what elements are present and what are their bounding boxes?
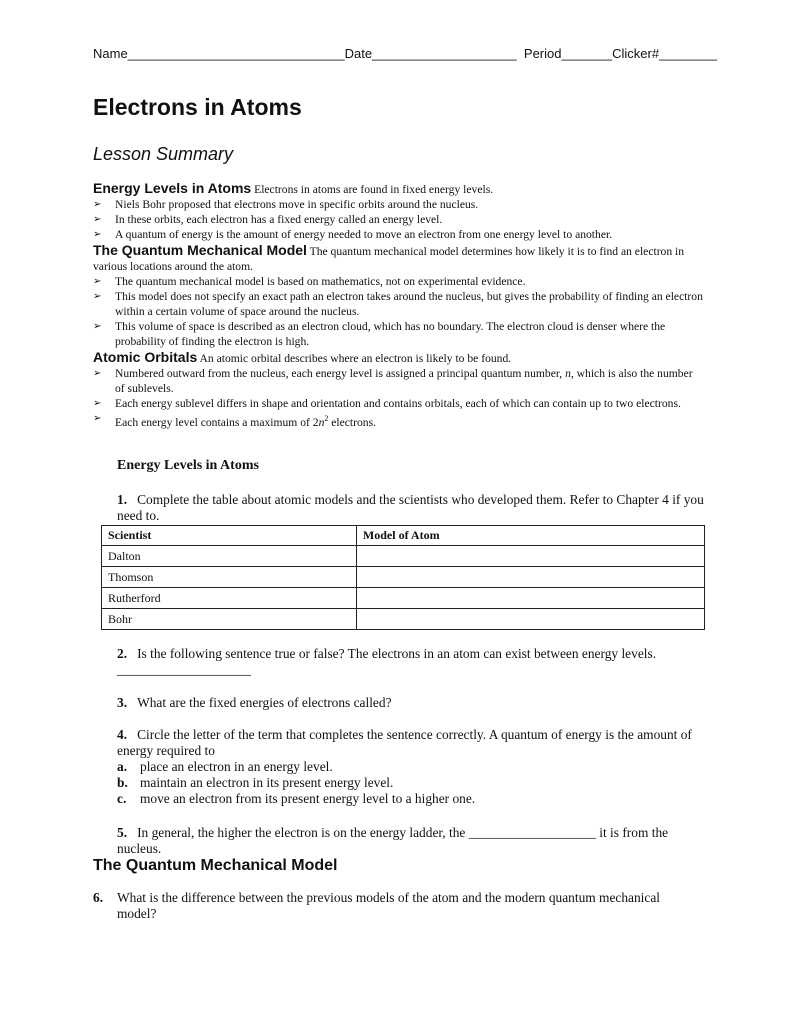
question-number: 3.: [117, 695, 128, 710]
bullet-text: Each energy sublevel differs in shape and orientation and contains orbitals, each of which can contain up to two electrons.: [115, 397, 681, 410]
question-number: 1.: [117, 492, 128, 507]
energy-levels-intro-text: Electrons in atoms are found in fixed energy levels.: [254, 183, 494, 196]
summary-quantum-model: [93, 243, 703, 349]
bullet-item: [93, 289, 703, 319]
bullet-text: This volume of space is described as an electron cloud, which has no boundary. The electron cloud is denser where the probability of finding the electron is high.: [115, 320, 666, 348]
question-1: [117, 492, 707, 524]
option-text: maintain an electron in its present energy level.: [140, 775, 394, 790]
question-text: Circle the letter of the term that completes the sentence correctly. A quantum of energy is the amount of energy required to: [117, 727, 692, 758]
document-title: Electrons in Atoms: [93, 94, 302, 120]
scientist-cell: Rutherford: [102, 588, 357, 609]
bullet-text: A quantum of energy is the amount of energy needed to move an electron from one energy level to another.: [115, 228, 613, 241]
arrow-bullet-icon: ➢: [93, 199, 102, 210]
option-text: place an electron in an energy level.: [140, 759, 333, 774]
quantum-model-intro-text: The quantum mechanical model determines how likely it is to find an electron in various locations around the atom.: [93, 245, 685, 273]
arrow-bullet-icon: ➢: [93, 321, 102, 332]
lesson-summary-heading: Lesson Summary: [93, 144, 234, 164]
atomic-orbitals-heading: Atomic Orbitals: [93, 349, 198, 365]
column-header-scientist: Scientist: [102, 526, 357, 546]
bullet-text: Niels Bohr proposed that electrons move in specific orbits around the nucleus.: [115, 198, 479, 211]
question-text: What is the difference between the previous models of the atom and the modern quantum mechanical model?: [117, 890, 661, 921]
question-text: Is the following sentence true or false? The electrons in an atom can exist between energy levels.: [137, 646, 657, 661]
question-6: [93, 890, 698, 922]
quantum-model-heading: The Quantum Mechanical Model: [93, 242, 307, 258]
atomic-models-table: [101, 525, 705, 630]
arrow-bullet-icon: ➢: [93, 276, 102, 287]
table-row: [102, 588, 705, 609]
period-blank[interactable]: _______: [561, 46, 613, 61]
scientist-cell: Thomson: [102, 567, 357, 588]
model-answer-cell[interactable]: [356, 546, 704, 567]
option-letter: a.: [117, 759, 128, 774]
bullet-item: [93, 411, 703, 430]
option-c[interactable]: [117, 791, 697, 807]
summary-energy-levels: [93, 181, 703, 242]
question-text: What are the fixed energies of electrons called?: [137, 695, 392, 710]
bullet-text: , which is also the number of sublevels.: [115, 367, 693, 395]
table-header-row: [102, 526, 705, 546]
table-row: [102, 567, 705, 588]
question-text: In general, the higher the electron is on the energy ladder, the ___________________ it is from the nucleus.: [117, 825, 669, 856]
option-letter: c.: [117, 791, 127, 806]
name-blank[interactable]: ______________________________: [127, 46, 345, 61]
atomic-orbitals-intro: [93, 350, 703, 366]
bullet-item: [93, 227, 703, 242]
question-2: [117, 646, 707, 678]
option-text: move an electron from its present energy level to a higher one.: [140, 791, 476, 806]
question-number: 2.: [117, 646, 128, 661]
energy-levels-heading: Energy Levels in Atoms: [93, 180, 252, 196]
bullet-item: [93, 212, 703, 227]
option-a[interactable]: [117, 759, 697, 775]
arrow-bullet-icon: ➢: [93, 291, 102, 302]
table-row: [102, 609, 705, 630]
period-label: Period: [523, 46, 562, 61]
bullet-item: [93, 197, 703, 212]
date-blank[interactable]: ____________________: [372, 46, 517, 61]
option-letter: b.: [117, 775, 128, 790]
question-3: [117, 695, 707, 711]
bullet-text: In these orbits, each electron has a fixed energy called an energy level.: [115, 213, 443, 226]
summary-atomic-orbitals: [93, 350, 703, 430]
column-header-model: Model of Atom: [356, 526, 704, 546]
scientist-cell: Dalton: [102, 546, 357, 567]
atomic-orbitals-intro-text: An atomic orbital describes where an electron is likely to be found.: [199, 352, 512, 365]
bullet-text: electrons.: [328, 415, 377, 429]
question-number: 4.: [117, 727, 128, 742]
variable-n: n: [318, 415, 325, 429]
section-heading-energy-levels: Energy Levels in Atoms: [117, 458, 259, 473]
bullet-item: [93, 319, 703, 349]
arrow-bullet-icon: ➢: [93, 413, 102, 424]
question-4: [117, 727, 697, 807]
answer-blank[interactable]: ____________________: [117, 662, 251, 677]
arrow-bullet-icon: ➢: [93, 368, 102, 379]
model-answer-cell[interactable]: [356, 609, 704, 630]
bullet-text: Numbered outward from the nucleus, each energy level is assigned a principal quantum number,: [115, 367, 566, 380]
model-answer-cell[interactable]: [356, 567, 704, 588]
variable-n: n: [565, 367, 571, 380]
bullet-item: [93, 274, 703, 289]
scientist-cell: Bohr: [102, 609, 357, 630]
table-row: [102, 546, 705, 567]
option-b[interactable]: [117, 775, 697, 791]
energy-levels-intro: [93, 181, 703, 197]
question-5: [117, 825, 697, 857]
arrow-bullet-icon: ➢: [93, 214, 102, 225]
bullet-text: This model does not specify an exact path an electron takes around the nucleus, but gives the probability of finding an electron within a certain volume of space around the nucleus.: [115, 290, 703, 318]
bullet-text: Each energy level contains a maximum of 2: [115, 415, 319, 429]
name-label: Name: [93, 46, 128, 61]
student-info-line: [93, 46, 717, 61]
bullet-text: The quantum mechanical model is based on mathematics, not on experimental evidence.: [115, 275, 526, 288]
arrow-bullet-icon: ➢: [93, 398, 102, 409]
section-heading-quantum-model: The Quantum Mechanical Model: [93, 857, 338, 874]
bullet-item: [93, 396, 703, 411]
clicker-label: Clicker#: [612, 46, 660, 61]
arrow-bullet-icon: ➢: [93, 229, 102, 240]
question-number: 6.: [93, 890, 104, 905]
date-label: Date: [344, 46, 373, 61]
quantum-model-intro: [93, 243, 703, 274]
question-text: Complete the table about atomic models and the scientists who developed them. Refer to Chapter 4 if you need to.: [117, 492, 704, 523]
model-answer-cell[interactable]: [356, 588, 704, 609]
bullet-item: [93, 366, 703, 396]
question-number: 5.: [117, 825, 128, 840]
clicker-blank[interactable]: ________: [659, 46, 717, 61]
superscript: 2: [324, 414, 329, 423]
